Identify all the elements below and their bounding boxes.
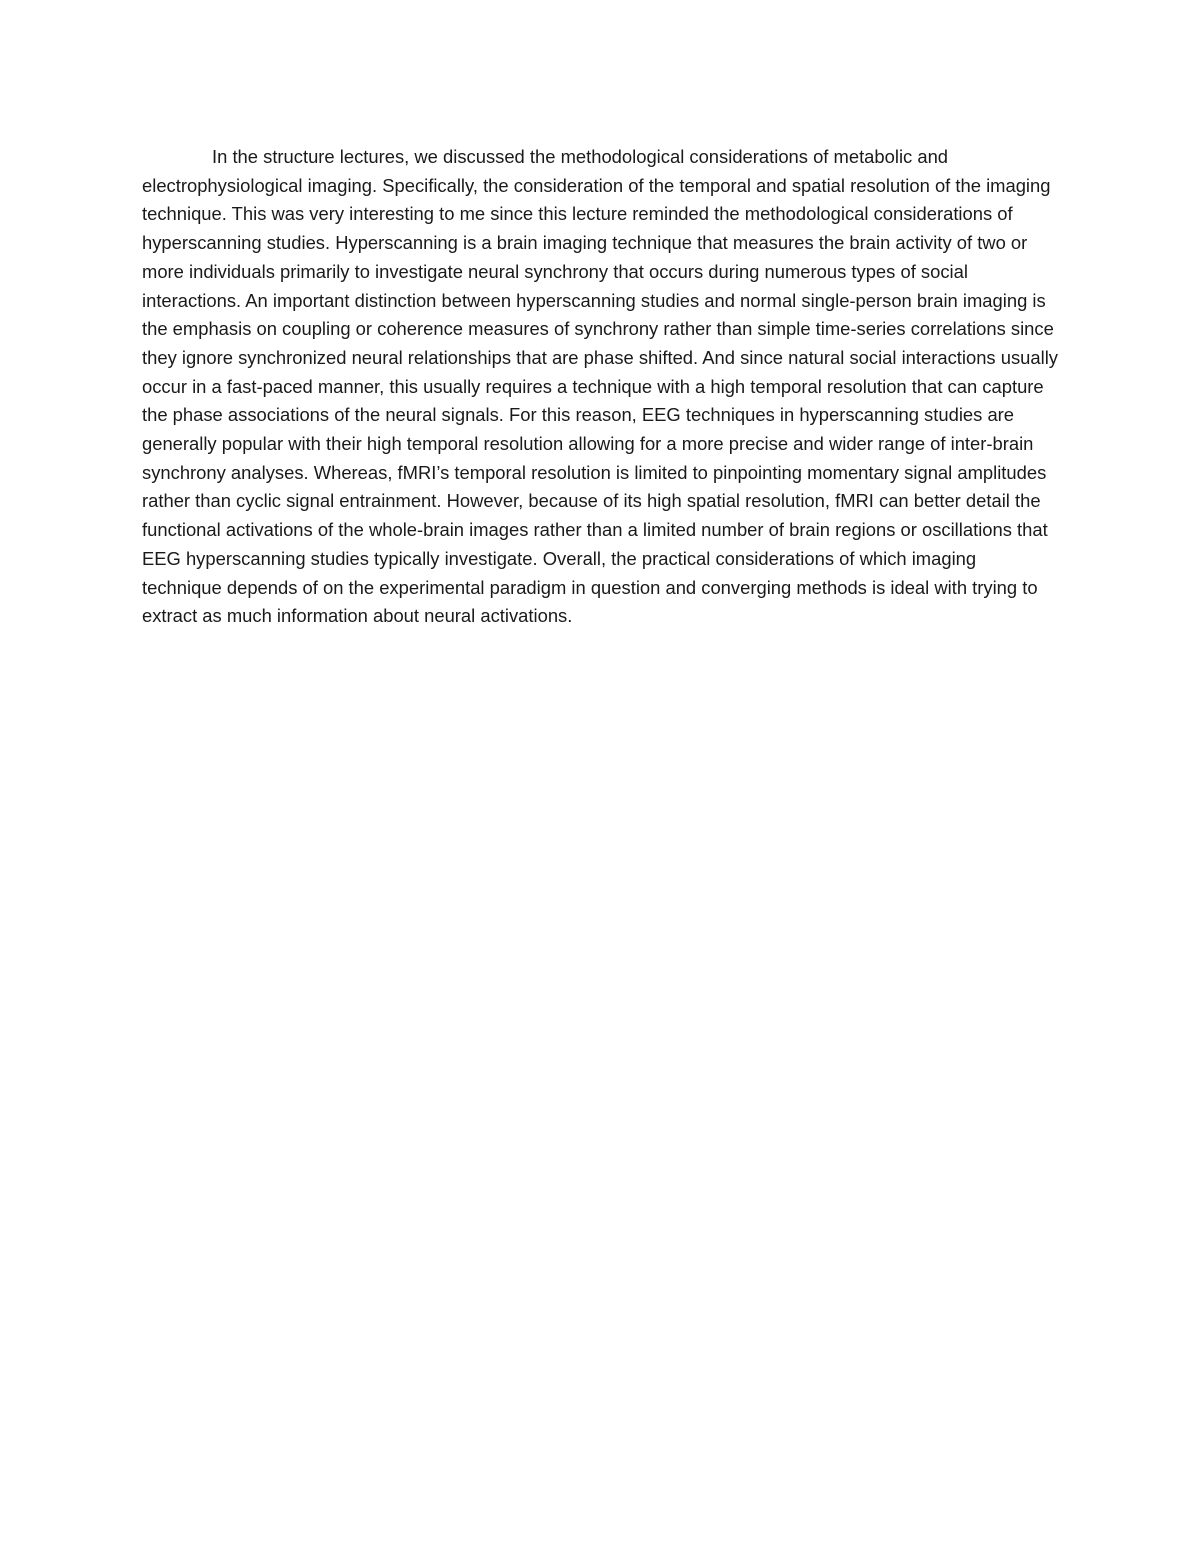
body-paragraph: In the structure lectures, we discussed the methodological considerations of metabolic and electrophysiological imaging. Specifically, the consideration of the temporal and spatial resolution of the imaging technique. This was very interesting to me since this lecture reminded the methodological considerations of hyperscanning studies. Hyperscanning is a brain imaging technique that measures the brain activity of two or more individuals primarily to investigate neural synchrony that occurs during numerous types of social interactions. An important distinction between hyperscanning studies and normal single-person brain imaging is the emphasis on coupling or coherence measures of synchrony rather than simple time-series correlations since they ignore synchronized neural relationships that are phase shifted. And since natural social interactions usually occur in a fast-paced manner, this usually requires a technique with a high temporal resolution that can capture the phase associations of the neural signals. For this reason, EEG techniques in hyperscanning studies are generally popular with their high temporal resolution allowing for a more precise and wider range of inter-brain synchrony analyses. Whereas, fMRI’s temporal resolution is limited to pinpointing momentary signal amplitudes rather than cyclic signal entrainment. However, because of its high spatial resolution, fMRI can better detail the functional activations of the whole-brain images rather than a limited number of brain regions or oscillations that EEG hyperscanning studies typically investigate. Overall, the practical considerations of which imaging technique depends of on the experimental paradigm in question and converging methods is ideal with trying to extract as much information about neural activations. xyxy=(142,146,1058,627)
